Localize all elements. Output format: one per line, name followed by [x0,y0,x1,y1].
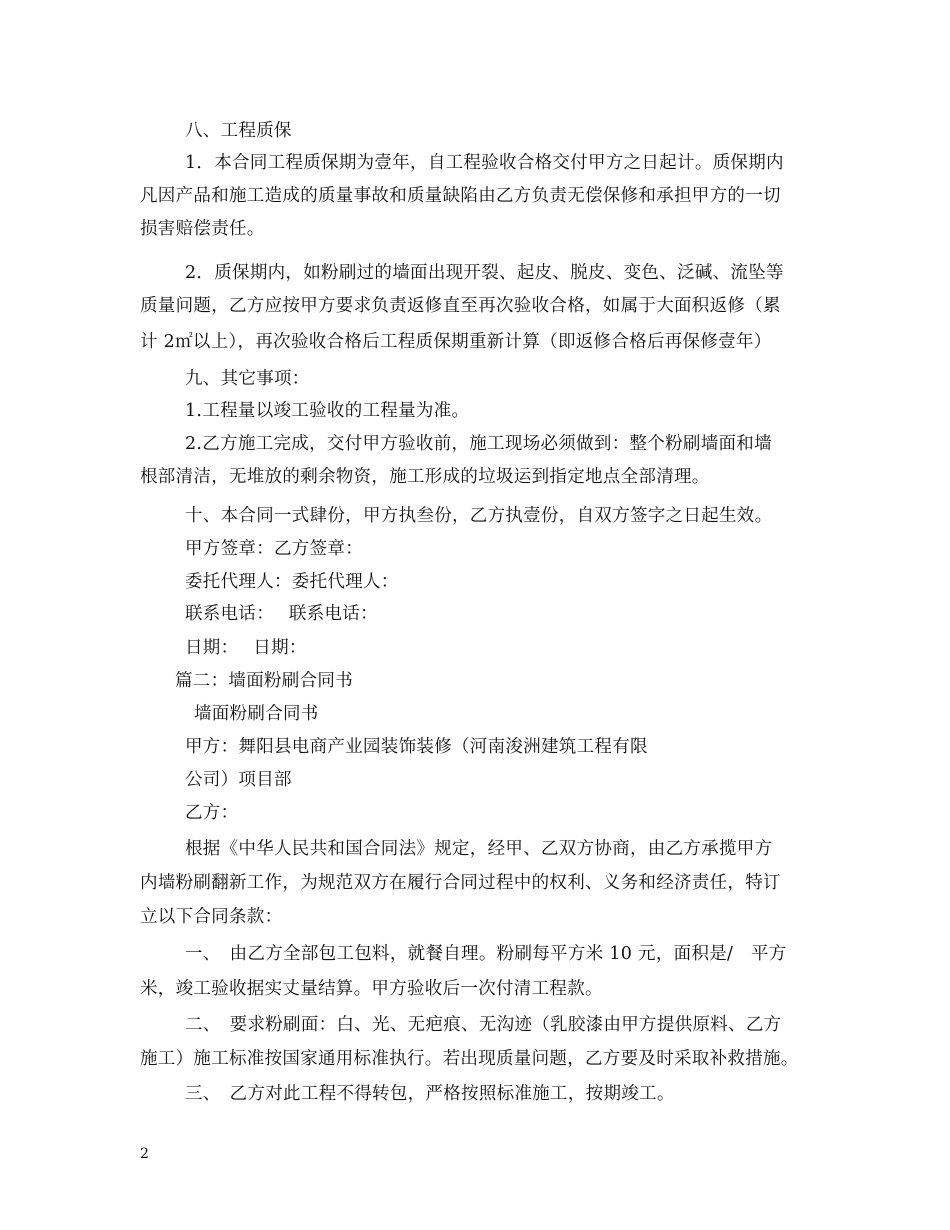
document-line: 计 2㎡以上），再次验收合格后工程质保期重新计算（即返修合格后再保修壹年） [140,332,772,352]
document-line: 日期： 日期： [185,638,307,658]
document-line: 立以下合同条款： [140,907,283,927]
document-line: 米，竣工验收据实丈量结算。甲方验收后一次付清工程款。 [140,979,603,999]
document-line: 乙方： [185,803,239,823]
document-line: 1.工程量以竣工验收的工程量为准。 [185,401,470,421]
document-line: 联系电话： 联系电话： [185,604,378,624]
document-line: 十、本合同一式肆份，甲方执叁份，乙方执壹份，自双方签字之日起生效。 [185,506,773,526]
document-line: 墙面粉刷合同书 [194,704,319,724]
document-line: 损害赔偿责任。 [140,219,265,239]
document-line: 凡因产品和施工造成的质量事故和质量缺陷由乙方负责无偿保修和承担甲方的一切 [140,186,781,206]
document-line: 内墙粉刷翻新工作，为规范双方在履行合同过程中的权利、义务和经济责任，特订 [140,873,781,893]
document-line: 2.乙方施工完成，交付甲方验收前，施工现场必须做到：整个粉刷墙面和墙 [185,434,772,454]
document-line: 根据《中华人民共和国合同法》规定，经甲、乙双方协商，由乙方承揽甲方 [185,839,773,859]
document-line: 甲方：舞阳县电商产业园装饰装修（河南浚洲建筑工程有限 [185,737,648,757]
document-line: 公司）项目部 [185,770,292,790]
document-line: 三、 乙方对此工程不得转包，严格按照标准施工，按期竣工。 [185,1084,675,1104]
document-line: 1．本合同工程质保期为壹年，自工程验收合格交付甲方之日起计。质保期内 [185,153,784,173]
document-line: 九、其它事项： [185,369,310,389]
document-line: 施工）施工标准按国家通用标准执行。若出现质量问题，乙方要及时采取补救措施。 [140,1049,799,1069]
page-number: 2 [140,1146,149,1162]
document-line: 质量问题，乙方应按甲方要求负责返修直至再次验收合格，如属于大面积返修（累 [140,296,781,316]
document-line: 2．质保期内，如粉刷过的墙面出现开裂、起皮、脱皮、变色、泛碱、流坠等 [185,263,784,283]
document-line: 委托代理人：委托代理人： [185,572,399,592]
document-line: 一、 由乙方全部包工包料，就餐自理。粉刷每平方米 10 元，面积是/ 平方 [185,944,787,964]
document-line: 根部清洁，无堆放的剩余物资，施工形成的垃圾运到指定地点全部清理。 [140,467,710,487]
document-line: 八、工程质保 [185,121,292,141]
document-line: 甲方签章：乙方签章： [185,539,363,559]
document-line: 篇二：墙面粉刷合同书 [175,671,353,691]
document-line: 二、 要求粉刷面：白、光、无疤痕、无沟迹（乳胶漆由甲方提供原料、乙方 [185,1015,782,1035]
